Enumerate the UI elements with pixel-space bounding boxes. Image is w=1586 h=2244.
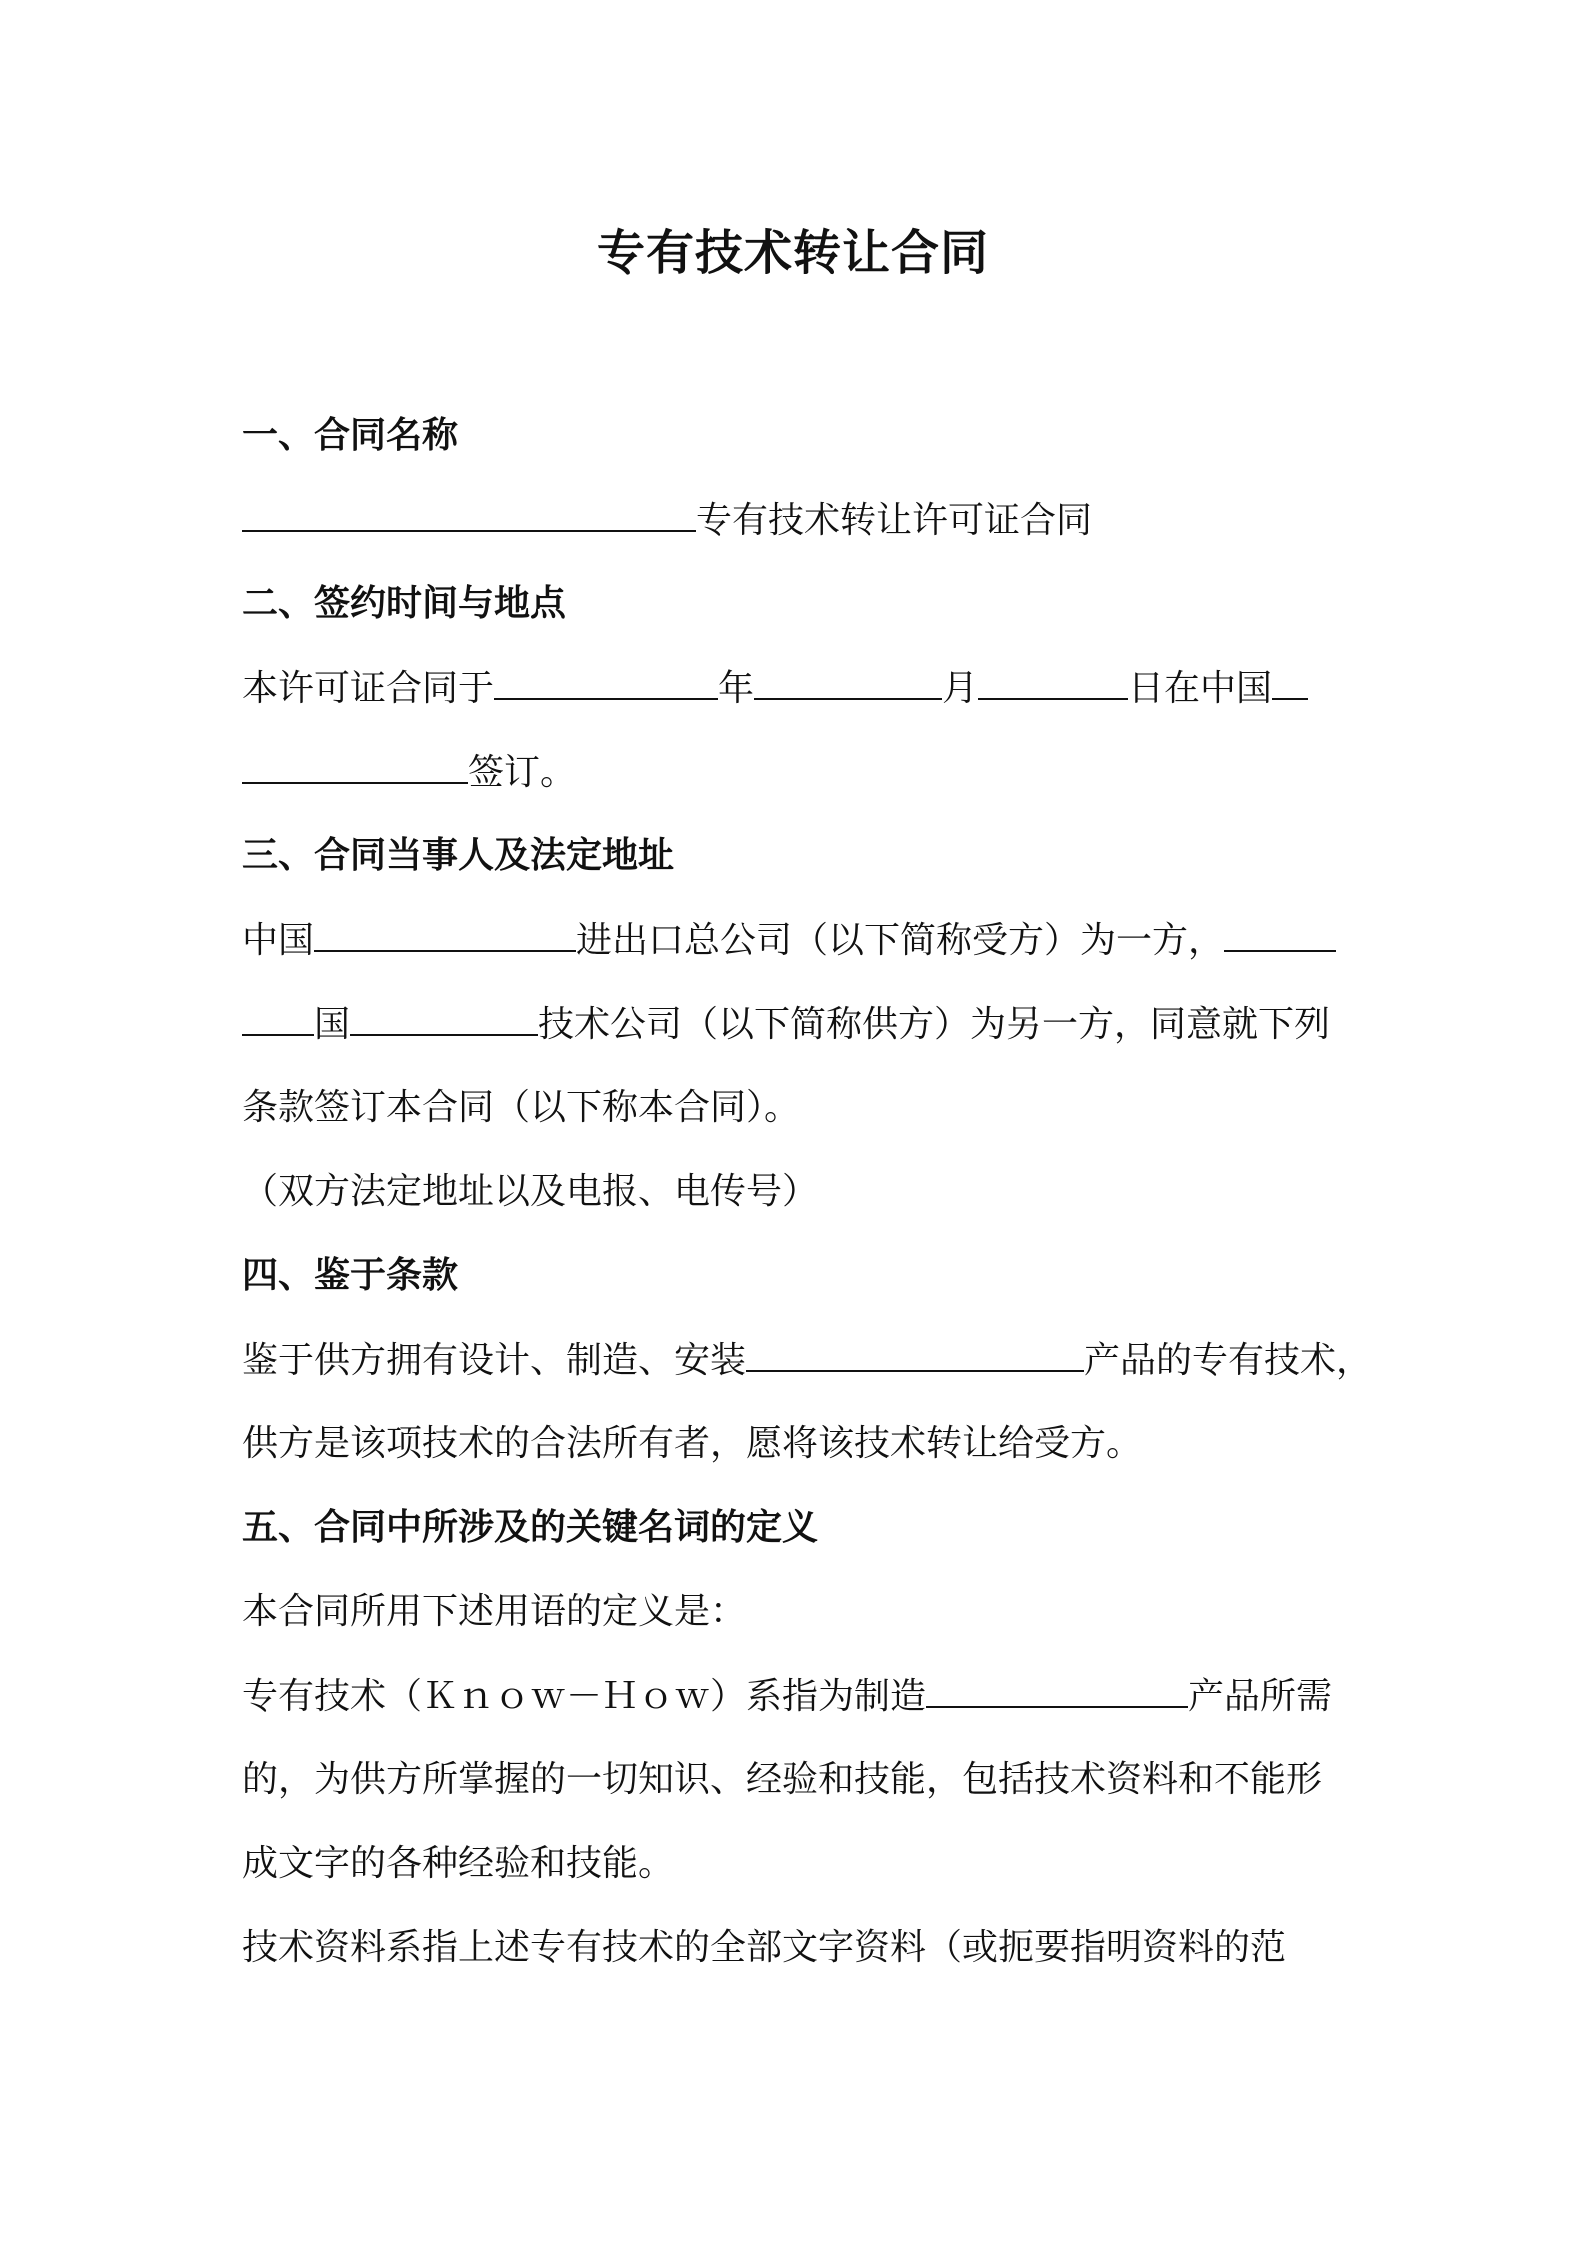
party-line-2 xyxy=(242,1000,1330,1049)
signing-place-line xyxy=(242,748,576,797)
day-place-label: 日在中国 xyxy=(1128,668,1273,709)
month-label: 月 xyxy=(942,668,979,709)
seller-country-blank xyxy=(242,1000,314,1036)
section-3-heading: 三、合同当事人及法定地址 xyxy=(242,835,675,876)
document-title: 专有技术转让合同 xyxy=(596,225,989,281)
year-blank xyxy=(494,664,718,700)
party-china-prefix: 中国 xyxy=(242,920,315,961)
whereas-prefix: 鉴于供方拥有设计、制造、安装 xyxy=(242,1340,747,1381)
section-5-heading: 五、合同中所涉及的关键名词的定义 xyxy=(242,1507,819,1548)
buyer-name-blank xyxy=(314,916,576,952)
month-blank xyxy=(754,664,942,700)
contract-name-line xyxy=(242,496,1092,545)
definitions-intro: 本合同所用下述用语的定义是： xyxy=(242,1591,747,1632)
place-blank-start xyxy=(1272,664,1308,700)
year-label: 年 xyxy=(718,668,755,709)
party-line-3: 条款签订本合同（以下称本合同）。 xyxy=(242,1087,801,1128)
whereas-suffix: 产品的专有技术， xyxy=(1084,1340,1373,1381)
seller-country-blank-start xyxy=(1224,916,1336,952)
whereas-line-1 xyxy=(242,1336,1372,1385)
place-blank xyxy=(242,748,468,784)
knowhow-definition-line-3: 成文字的各种经验和技能。 xyxy=(242,1843,675,1884)
signing-place-suffix: 签订。 xyxy=(468,752,577,793)
contract-name-suffix: 专有技术转让许可证合同 xyxy=(696,500,1093,541)
section-1-heading: 一、合同名称 xyxy=(242,415,459,456)
day-blank xyxy=(978,664,1128,700)
knowhow-suffix: 产品所需 xyxy=(1188,1676,1333,1717)
section-2-heading: 二、签约时间与地点 xyxy=(242,583,567,624)
buyer-description: 进出口总公司（以下简称受方）为一方， xyxy=(576,920,1225,961)
signing-date-prefix: 本许可证合同于 xyxy=(242,668,495,709)
seller-description: 技术公司（以下简称供方）为另一方，同意就下列 xyxy=(538,1004,1331,1045)
product-blank xyxy=(746,1336,1084,1372)
party-address-note: （双方法定地址以及电报、电传号） xyxy=(242,1171,819,1212)
knowhow-product-blank xyxy=(926,1672,1188,1708)
party-line-1 xyxy=(242,916,1336,965)
whereas-line-2: 供方是该项技术的合法所有者，愿将该技术转让给受方。 xyxy=(242,1423,1143,1464)
contract-name-blank xyxy=(242,496,696,532)
technical-data-definition-line: 技术资料系指上述专有技术的全部文字资料（或扼要指明资料的范 xyxy=(242,1927,1287,1968)
knowhow-prefix: 专有技术（Ｋｎｏｗ－Ｈｏｗ）系指为制造 xyxy=(242,1676,927,1717)
knowhow-definition-line-1 xyxy=(242,1672,1332,1721)
signing-date-line xyxy=(242,664,1308,713)
country-label: 国 xyxy=(314,1004,351,1045)
knowhow-definition-line-2: 的，为供方所掌握的一切知识、经验和技能，包括技术资料和不能形 xyxy=(242,1759,1323,1800)
seller-name-blank xyxy=(350,1000,538,1036)
section-4-heading: 四、鉴于条款 xyxy=(242,1255,459,1296)
